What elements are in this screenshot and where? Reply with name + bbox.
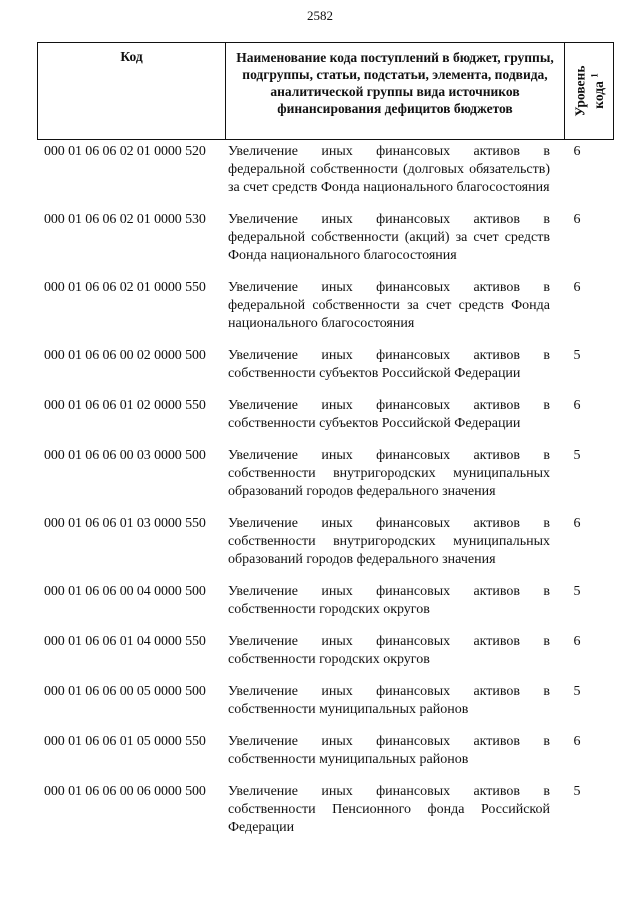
row-code: 000 01 06 06 02 01 0000 550 — [44, 280, 206, 295]
table-row — [44, 447, 604, 501]
table-row — [44, 397, 604, 433]
row-level: 5 — [573, 348, 581, 363]
header-level-note: 1 — [589, 73, 600, 78]
row-level: 5 — [573, 784, 581, 799]
header-code: Код — [38, 43, 226, 140]
table-row — [44, 211, 604, 265]
row-level: 5 — [573, 684, 581, 699]
row-level: 5 — [573, 448, 581, 463]
row-code: 000 01 06 06 02 01 0000 530 — [44, 212, 206, 227]
header-name: Наименование кода поступлений в бюджет, группы, подгруппы, статьи, подстатьи, элемента, подвида, аналитической группы вида источников финансирования дефицитов бюджетов — [226, 43, 565, 140]
row-level: 6 — [573, 734, 581, 749]
row-level: 5 — [573, 584, 581, 599]
row-code: 000 01 06 06 00 03 0000 500 — [44, 448, 206, 463]
header-level-line1: Уровень — [572, 65, 588, 117]
table-row — [44, 633, 604, 669]
table-row — [44, 347, 604, 383]
table-row — [44, 515, 604, 569]
row-code: 000 01 06 06 00 02 0000 500 — [44, 348, 206, 363]
table-body — [44, 143, 604, 851]
header-level-line2: кода — [590, 81, 606, 109]
row-level: 6 — [573, 634, 581, 649]
table-row — [44, 279, 604, 333]
row-level: 6 — [573, 144, 581, 159]
row-description: Увеличение иных финансовых активов в собственности внутригородских муниципальных образований городов федерального значения — [228, 516, 550, 567]
row-description: Увеличение иных финансовых активов в федеральной собственности за счет средств Фонда национального благосостояния — [228, 280, 550, 331]
row-description: Увеличение иных финансовых активов в собственности Пенсионного фонда Российской Федерации — [228, 784, 550, 835]
row-level: 6 — [573, 280, 581, 295]
row-description: Увеличение иных финансовых активов в федеральной собственности (долговых обязательств) за счет средств Фонда национального благосостояния — [228, 144, 550, 195]
header-level — [565, 43, 614, 140]
page-number: 2582 — [307, 8, 333, 23]
row-code: 000 01 06 06 01 05 0000 550 — [44, 734, 206, 749]
row-code: 000 01 06 06 01 03 0000 550 — [44, 516, 206, 531]
row-code: 000 01 06 06 01 02 0000 550 — [44, 398, 206, 413]
row-description: Увеличение иных финансовых активов в собственности субъектов Российской Федерации — [228, 348, 550, 381]
table-row — [44, 683, 604, 719]
row-description: Увеличение иных финансовых активов в собственности муниципальных районов — [228, 734, 550, 767]
row-description: Увеличение иных финансовых активов в собственности городских округов — [228, 634, 550, 667]
row-code: 000 01 06 06 00 04 0000 500 — [44, 584, 206, 599]
row-code: 000 01 06 06 02 01 0000 520 — [44, 144, 206, 159]
row-code: 000 01 06 06 00 06 0000 500 — [44, 784, 206, 799]
row-level: 6 — [573, 212, 581, 227]
row-description: Увеличение иных финансовых активов в федеральной собственности (акций) за счет средств Фонда национального благосостояния — [228, 212, 550, 263]
table-header — [37, 42, 614, 140]
row-code: 000 01 06 06 01 04 0000 550 — [44, 634, 206, 649]
row-description: Увеличение иных финансовых активов в собственности городских округов — [228, 584, 550, 617]
table-row — [44, 783, 604, 837]
table-row — [44, 733, 604, 769]
row-description: Увеличение иных финансовых активов в собственности субъектов Российской Федерации — [228, 398, 550, 431]
row-description: Увеличение иных финансовых активов в собственности муниципальных районов — [228, 684, 550, 717]
row-level: 6 — [573, 398, 581, 413]
row-code: 000 01 06 06 00 05 0000 500 — [44, 684, 206, 699]
row-level: 6 — [573, 516, 581, 531]
row-description: Увеличение иных финансовых активов в собственности внутригородских муниципальных образований городов федерального значения — [228, 448, 550, 499]
table-row — [44, 583, 604, 619]
table-row — [44, 143, 604, 197]
